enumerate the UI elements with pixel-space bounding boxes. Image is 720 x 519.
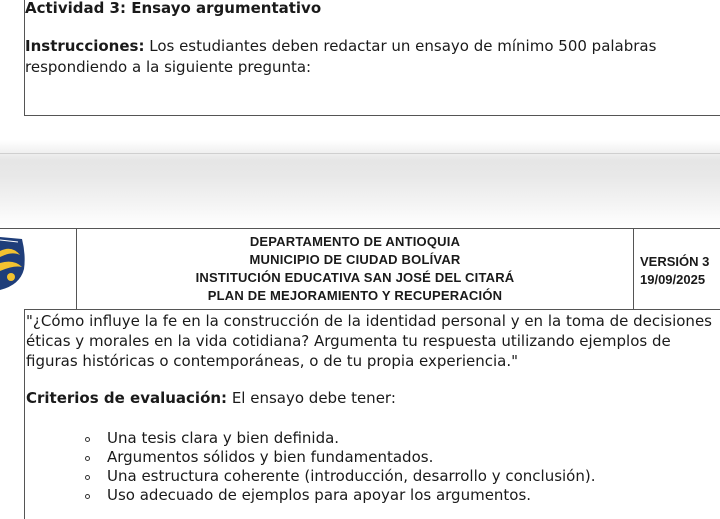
header-department: DEPARTAMENTO DE ANTIOQUIA xyxy=(249,234,461,249)
criteria-text: El ensayo debe tener: xyxy=(227,389,396,407)
criteria-label: Criterios de evaluación: xyxy=(26,389,228,407)
criteria-item-text: Argumentos sólidos y bien fundamentados. xyxy=(107,448,434,466)
bullet-icon xyxy=(85,437,90,442)
page-break-line xyxy=(0,153,720,154)
activity-title: Actividad 3: Ensayo argumentativo xyxy=(25,0,322,17)
criteria-item xyxy=(107,448,596,467)
header-date: 19/09/2025 xyxy=(640,272,706,287)
criteria-item-text: Una estructura coherente (introducción, desarrollo y conclusión). xyxy=(107,467,596,485)
instructions-label: Instrucciones: xyxy=(25,37,145,55)
header-divider-right xyxy=(633,229,634,310)
header-institution: INSTITUCIÓN EDUCATIVA SAN JOSÉ DEL CITARÁ xyxy=(195,270,515,285)
criteria-item xyxy=(107,429,596,448)
criteria-item-text: Uso adecuado de ejemplos para apoyar los argumentos. xyxy=(107,486,532,504)
criteria-heading xyxy=(26,389,396,407)
header-institution-block xyxy=(77,233,633,305)
activity-box xyxy=(24,0,720,116)
instructions-text: Los estudiantes deben redactar un ensayo de mínimo 500 palabras respondiendo a la siguiente pregunta: xyxy=(25,37,657,76)
criteria-list xyxy=(107,429,596,505)
criteria-item-text: Una tesis clara y bien definida. xyxy=(107,429,340,447)
criteria-item xyxy=(107,486,596,505)
header-version: VERSIÓN 3 xyxy=(640,254,710,269)
bullet-icon xyxy=(85,456,90,461)
document-header xyxy=(0,228,720,309)
instructions-paragraph xyxy=(25,36,720,78)
activity-content-box xyxy=(24,309,720,519)
header-municipality: MUNICIPIO DE CIUDAD BOLÍVAR xyxy=(249,252,461,267)
criteria-item xyxy=(107,467,596,486)
header-plan: PLAN DE MEJORAMIENTO Y RECUPERACIÓN xyxy=(207,288,503,303)
header-version-block xyxy=(640,253,720,289)
school-crest-icon xyxy=(0,235,26,291)
previous-page-section xyxy=(0,0,720,140)
essay-question: "¿Cómo influye la fe en la construcción de la identidad personal y en la toma de decisiones éticas y morales en la vida cotidiana? Argumenta tu respuesta utilizando ejemplos de figuras históricas o contemporáneas, o de tu propia experiencia." xyxy=(26,312,712,370)
bullet-icon xyxy=(85,475,90,480)
bullet-icon xyxy=(85,494,90,499)
